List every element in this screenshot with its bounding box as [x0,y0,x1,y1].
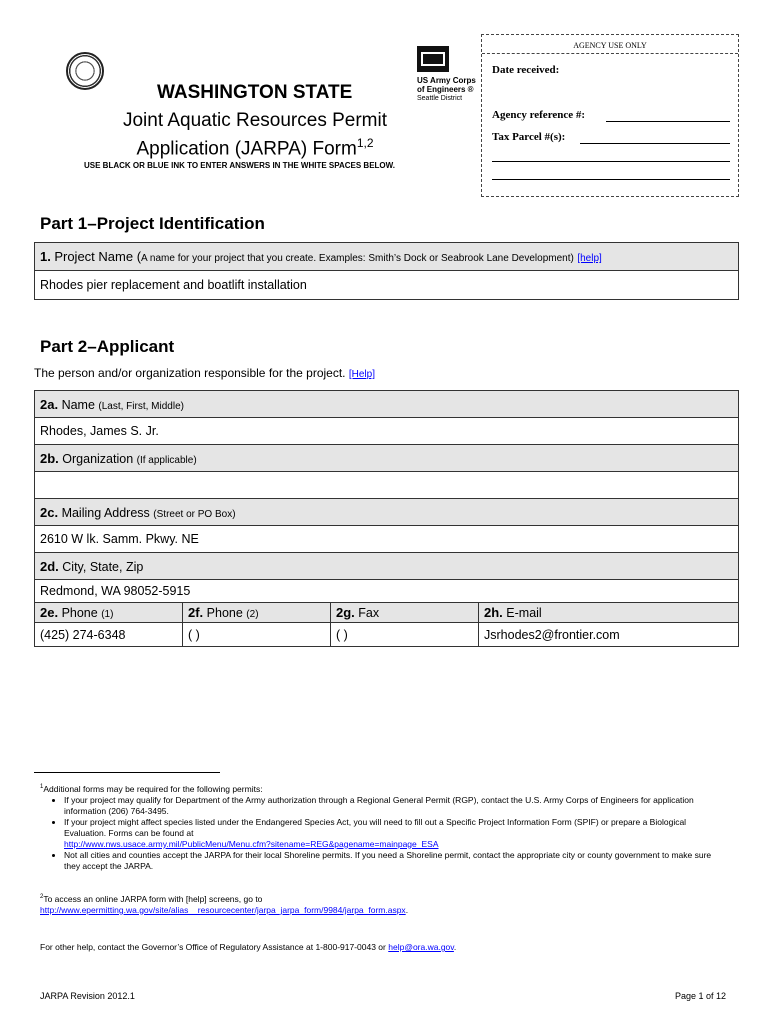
esa-text: If your project might affect species listed under the Endangered Species Act, you will need to fill out a Specific Project Information Form (SPIF) or prepare a Biological Evaluation. Forms can be found at [64,816,687,838]
revision-label: JARPA Revision 2012.1 [40,991,135,1001]
applicant-table [34,390,739,647]
footnote-1-intro: Additional forms may be required for the following permits: [43,783,263,794]
usace-castle-logo-icon [417,46,449,72]
project-identification-table [34,242,739,300]
footnote-2-mark: 2 [40,894,44,900]
esa-forms-link[interactable]: http://www.nws.usace.army.mil/PublicMenu/Menu.cfm?sitename=REG&pagename=mainpage_ESA [64,838,439,849]
form-title [100,110,410,160]
phone2-field[interactable]: ( ) [183,623,331,647]
usace-line3: Seattle District [417,95,463,102]
date-received-label: Date received: [492,64,560,76]
footnote-1 [40,782,720,872]
form-title-footnote-ref: 1,2 [356,136,374,150]
agency-reference-label: Agency reference #: [492,109,586,121]
fax-field[interactable]: ( ) [331,623,479,647]
part2-description [34,366,375,380]
form-title-line2: Application (JARPA) Form [136,138,357,160]
project-name-help-link[interactable]: [help] [577,253,602,264]
footnote-2-end: . [405,904,409,915]
part2-heading: Part 2–Applicant [40,337,175,356]
name-number: 2a. [40,396,59,412]
name-hint: (Last, First, Middle) [98,400,184,412]
phone1-label-cell [35,603,183,623]
phone2-label-cell [183,603,331,623]
email-number: 2h. [484,605,503,620]
city-state-zip-number: 2d. [40,558,59,574]
fax-label: Fax [358,606,380,620]
tax-parcel-field[interactable] [580,143,730,144]
footnote-bullet-rgp: • If your project may qualify for Department of the Army authorization through a Regional General Permit (RGP), contact the U.S. Army Corps of Engineers for application information (206) 764-3495. [64,795,720,817]
email-label-cell [479,603,739,623]
project-name-field[interactable]: Rhodes pier replacement and boatlift installation [35,271,739,300]
fax-number: 2g. [336,605,355,620]
tax-parcel-field-2[interactable] [492,161,730,162]
city-state-zip-label: City, State, Zip [62,559,144,574]
footnote-bullet-shoreline: • Not all cities and counties accept the JARPA for their local Shoreline permits. If you need a Shoreline permit, contact the appropriate city or county government to make sure they accept the JARPA. [64,850,720,872]
agency-use-box [481,34,739,197]
online-jarpa-link[interactable]: http://www.epermitting.wa.gov/site/alias__resourcecenter/jarpa_jarpa_form/9984/jarpa_form.aspx [40,904,406,915]
page-number: Page 1 of 12 [674,991,726,1001]
footnote-1-list [40,795,720,872]
mailing-address-label: Mailing Address [61,505,150,520]
phone2-label: Phone [206,606,243,620]
city-state-zip-field[interactable]: Redmond, WA 98052-5915 [35,580,739,603]
phone2-number: 2f. [188,605,204,620]
form-title-line1: Joint Aquatic Resources Permit [122,110,387,131]
name-label-cell [35,391,739,418]
usace-line1: US Army Corps [417,76,476,85]
organization-label-cell [35,445,739,472]
q1-number: 1. [40,249,51,264]
phone2-hint: (2) [246,609,259,620]
fax-label-cell [331,603,479,623]
q1-hint: A name for your project that you create. Examples: Smith’s Dock or Seabrook Lane Development) [141,253,574,264]
applicant-help-link[interactable]: [Help] [348,369,375,380]
usace-line2: of Engineers ® [417,85,474,94]
project-name-label-cell [35,243,739,271]
other-help-note [40,942,720,953]
phone1-number: 2e. [40,605,59,620]
organization-hint: (If applicable) [136,454,197,466]
agency-heading-divider [482,53,738,54]
other-help-text: For other help, contact the Governor’s Office of Regulatory Assistance at 1-800-917-0043 or [40,942,386,952]
organization-field[interactable] [35,472,739,499]
tax-parcel-field-3[interactable] [492,179,730,180]
ora-email-link[interactable]: help@ora.wa.gov [388,942,454,952]
name-field[interactable]: Rhodes, James S. Jr. [35,418,739,445]
footnote-divider [34,772,220,773]
other-help-end: . [453,942,457,952]
organization-label: Organization [62,451,134,466]
phone1-field[interactable]: (425) 274-6348 [35,623,183,647]
mailing-address-field[interactable]: 2610 W lk. Samm. Pkwy. NE [35,526,739,553]
tax-parcel-label: Tax Parcel #(s): [492,131,566,143]
part2-description-text: The person and/or organization responsible for the project. [34,366,346,380]
mailing-address-hint: (Street or PO Box) [153,508,236,520]
washington-state-seal-icon [66,52,104,90]
phone1-hint: (1) [101,609,114,620]
part1-heading: Part 1–Project Identification [40,214,265,233]
email-field[interactable]: Jsrhodes2@frontier.com [479,623,739,647]
mailing-address-number: 2c. [40,504,59,520]
agency-use-heading: AGENCY USE ONLY [573,41,647,50]
mailing-address-label-cell [35,499,739,526]
footnote-2-text: To access an online JARPA form with [help] screens, go to [43,893,263,904]
name-label: Name [61,397,95,412]
state-title: WASHINGTON STATE [157,82,353,103]
footnote-2 [40,892,720,916]
organization-number: 2b. [40,450,59,466]
email-label: E-mail [506,606,542,620]
footnote-bullet-esa [64,817,720,850]
footnote-1-mark: 1 [40,784,44,790]
ink-instruction: USE BLACK OR BLUE INK TO ENTER ANSWERS IN THE WHITE SPACES BELOW. [84,161,395,170]
phone1-label: Phone [61,606,98,620]
city-state-zip-label-cell [35,553,739,580]
agency-reference-field[interactable] [606,121,730,122]
q1-label: Project Name ( [54,249,142,264]
